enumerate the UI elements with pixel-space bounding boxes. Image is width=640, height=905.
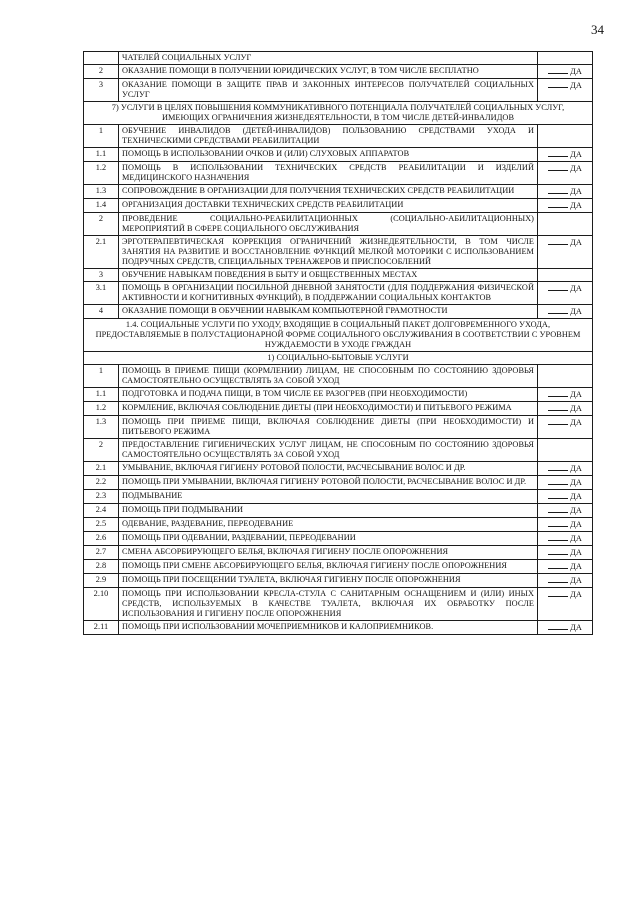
answer-blank-line [548, 477, 568, 485]
answer-yes-label: ДА [570, 548, 582, 557]
answer-cell [538, 462, 593, 476]
item-number: 1 [84, 365, 119, 388]
answer-blank-line [548, 237, 568, 245]
item-description: ОРГАНИЗАЦИЯ ДОСТАВКИ ТЕХНИЧЕСКИХ СРЕДСТВ РЕАБИЛИТАЦИИ [119, 199, 538, 213]
table-row [84, 236, 593, 269]
item-number: 4 [84, 305, 119, 319]
item-description: ОДЕВАНИЕ, РАЗДЕВАНИЕ, ПЕРЕОДЕВАНИЕ [119, 518, 538, 532]
table-row [84, 518, 593, 532]
answer-blank-line [548, 417, 568, 425]
answer-blank-line [548, 575, 568, 583]
item-description: ОБУЧЕНИЕ ИНВАЛИДОВ (ДЕТЕЙ-ИНВАЛИДОВ) ПОЛЬЗОВАНИЮ СРЕДСТВАМИ УХОДА И ТЕХНИЧЕСКИМИ СРЕДСТВАМИ РЕАБИЛИТАЦИИ [119, 125, 538, 148]
answer-cell [538, 162, 593, 185]
table-row [84, 504, 593, 518]
item-number: 2.6 [84, 532, 119, 546]
answer-cell [538, 476, 593, 490]
table-row [84, 52, 593, 65]
answer-yes-label: ДА [570, 284, 582, 293]
answer-blank-line [548, 163, 568, 171]
table-row [84, 125, 593, 148]
table-row [84, 560, 593, 574]
table-row [84, 269, 593, 282]
answer-cell [538, 185, 593, 199]
item-description: ПОМОЩЬ В ОРГАНИЗАЦИИ ПОСИЛЬНОЙ ДНЕВНОЙ ЗАНЯТОСТИ (ДЛЯ ПОДДЕРЖАНИЯ ФИЗИЧЕСКОЙ АКТИВНОСТИ И КОГНИТИВНЫХ ФУНКЦИЙ), В ПОДДЕРЖАНИИ СОЦИАЛЬНЫХ КОНТАКТОВ [119, 282, 538, 305]
item-description: ПОМОЩЬ ПРИ ПРИЕМЕ ПИЩИ, ВКЛЮЧАЯ СОБЛЮДЕНИЕ ДИЕТЫ (ПРИ НЕОБХОДИМОСТИ) И ПИТЬЕВОГО РЕЖИМА [119, 416, 538, 439]
answer-yes-label: ДА [570, 81, 582, 90]
answer-blank-line [548, 186, 568, 194]
item-number: 2.1 [84, 236, 119, 269]
item-description: ОКАЗАНИЕ ПОМОЩИ В ЗАЩИТЕ ПРАВ И ЗАКОННЫХ ИНТЕРЕСОВ ПОЛУЧАТЕЛЕЙ СОЦИАЛЬНЫХ УСЛУГ [119, 79, 538, 102]
answer-cell [538, 388, 593, 402]
section-title: 1) СОЦИАЛЬНО-БЫТОВЫЕ УСЛУГИ [84, 352, 593, 365]
item-number: 1.3 [84, 185, 119, 199]
table-row [84, 546, 593, 560]
answer-blank-line [548, 505, 568, 513]
answer-yes-label: ДА [570, 576, 582, 585]
answer-yes-label: ДА [570, 492, 582, 501]
item-number: 2.5 [84, 518, 119, 532]
table-row [84, 65, 593, 79]
answer-yes-label: ДА [570, 520, 582, 529]
answer-yes-label: ДА [570, 534, 582, 543]
item-number: 2.2 [84, 476, 119, 490]
table-row [84, 148, 593, 162]
item-description: СМЕНА АБСОРБИРУЮЩЕГО БЕЛЬЯ, ВКЛЮЧАЯ ГИГИЕНУ ПОСЛЕ ОПОРОЖНЕНИЯ [119, 546, 538, 560]
table-row [84, 416, 593, 439]
answer-yes-label: ДА [570, 307, 582, 316]
section-header-row [84, 102, 593, 125]
answer-cell [538, 621, 593, 635]
answer-cell [538, 305, 593, 319]
table-row [84, 621, 593, 635]
item-number: 2.3 [84, 490, 119, 504]
table-row [84, 574, 593, 588]
item-number: 1.4 [84, 199, 119, 213]
table-row [84, 402, 593, 416]
item-description: КОРМЛЕНИЕ, ВКЛЮЧАЯ СОБЛЮДЕНИЕ ДИЕТЫ (ПРИ НЕОБХОДИМОСТИ) И ПИТЬЕВОГО РЕЖИМА [119, 402, 538, 416]
answer-cell [538, 236, 593, 269]
answer-blank-line [548, 561, 568, 569]
section-title: 1.4. СОЦИАЛЬНЫЕ УСЛУГИ ПО УХОДУ, ВХОДЯЩИЕ В СОЦИАЛЬНЫЙ ПАКЕТ ДОЛГОВРЕМЕННОГО УХОДА, ПРЕДОСТАВЛЯЕМЫЕ В ПОЛУСТАЦИОНАРНОЙ ФОРМЕ СОЦИАЛЬНОГО ОБСЛУЖИВАНИЯ В СООТВЕТСТВИИ С УРОВНЕМ НУЖДАЕМОСТИ В УХОДЕ ГРАЖДАН [84, 319, 593, 352]
answer-yes-label: ДА [570, 150, 582, 159]
section-title: 7) УСЛУГИ В ЦЕЛЯХ ПОВЫШЕНИЯ КОММУНИКАТИВНОГО ПОТЕНЦИАЛА ПОЛУЧАТЕЛЕЙ СОЦИАЛЬНЫХ УСЛУГ, ИМЕЮЩИХ ОГРАНИЧЕНИЯ ЖИЗНЕДЕЯТЕЛЬНОСТИ, В ТОМ ЧИСЛЕ ДЕТЕЙ-ИНВАЛИДОВ [84, 102, 593, 125]
answer-blank-line [548, 403, 568, 411]
item-number: 3 [84, 79, 119, 102]
item-number: 3 [84, 269, 119, 282]
answer-yes-label: ДА [570, 201, 582, 210]
item-description: ПОМОЩЬ ПРИ УМЫВАНИИ, ВКЛЮЧАЯ ГИГИЕНУ РОТОВОЙ ПОЛОСТИ, РАСЧЕСЫВАНИЕ ВОЛОС И ДР. [119, 476, 538, 490]
answer-yes-label: ДА [570, 590, 582, 599]
answer-blank-line [548, 491, 568, 499]
item-description: ОКАЗАНИЕ ПОМОЩИ В ОБУЧЕНИИ НАВЫКАМ КОМПЬЮТЕРНОЙ ГРАМОТНОСТИ [119, 305, 538, 319]
page-number: 34 [591, 22, 604, 37]
item-description: ЭРГОТЕРАПЕВТИЧЕСКАЯ КОРРЕКЦИЯ ОГРАНИЧЕНИЙ ЖИЗНЕДЕЯТЕЛЬНОСТИ, В ТОМ ЧИСЛЕ ЗАНЯТИЯ НА РАЗВИТИЕ И ВОССТАНОВЛЕНИЕ ФУНКЦИЙ МЕЛКОЙ МОТОРИКИ С ИСПОЛЬЗОВАНИЕМ ПОДРУЧНЫХ СРЕДСТВ, СПЕЦИАЛЬНЫХ ТРЕНАЖЕРОВ И ПРИСПОСОБЛЕНИЙ [119, 236, 538, 269]
item-description: ПОДМЫВАНИЕ [119, 490, 538, 504]
answer-blank-line [548, 80, 568, 88]
item-number: 1 [84, 125, 119, 148]
answer-yes-label: ДА [570, 562, 582, 571]
item-description: ПОМОЩЬ ПРИ ПОСЕЩЕНИИ ТУАЛЕТА, ВКЛЮЧАЯ ГИГИЕНУ ПОСЛЕ ОПОРОЖНЕНИЯ [119, 574, 538, 588]
table-row [84, 462, 593, 476]
answer-blank-line [548, 622, 568, 630]
item-number: 2 [84, 65, 119, 79]
answer-blank-line [548, 149, 568, 157]
services-table [83, 51, 593, 635]
answer-blank-line [548, 389, 568, 397]
item-number: 2.9 [84, 574, 119, 588]
answer-cell [538, 439, 593, 462]
item-number: 2.11 [84, 621, 119, 635]
table-row [84, 365, 593, 388]
answer-yes-label: ДА [570, 478, 582, 487]
item-number: 1.1 [84, 388, 119, 402]
item-number: 1.2 [84, 402, 119, 416]
answer-yes-label: ДА [570, 418, 582, 427]
item-number: 3.1 [84, 282, 119, 305]
answer-cell [538, 546, 593, 560]
item-number: 1.1 [84, 148, 119, 162]
answer-cell [538, 490, 593, 504]
answer-cell [538, 365, 593, 388]
item-description: СОПРОВОЖДЕНИЕ В ОРГАНИЗАЦИИ ДЛЯ ПОЛУЧЕНИЯ ТЕХНИЧЕСКИХ СРЕДСТВ РЕАБИЛИТАЦИИ [119, 185, 538, 199]
item-description: ПОДГОТОВКА И ПОДАЧА ПИЩИ, В ТОМ ЧИСЛЕ ЕЕ РАЗОГРЕВ (ПРИ НЕОБХОДИМОСТИ) [119, 388, 538, 402]
answer-blank-line [548, 463, 568, 471]
answer-yes-label: ДА [570, 67, 582, 76]
item-description: ПОМОЩЬ ПРИ СМЕНЕ АБСОРБИРУЮЩЕГО БЕЛЬЯ, ВКЛЮЧАЯ ГИГИЕНУ ПОСЛЕ ОПОРОЖНЕНИЯ [119, 560, 538, 574]
item-number: 1.3 [84, 416, 119, 439]
item-description: ПОМОЩЬ В ИСПОЛЬЗОВАНИИ ОЧКОВ И (ИЛИ) СЛУХОВЫХ АППАРАТОВ [119, 148, 538, 162]
item-number: 2.10 [84, 588, 119, 621]
answer-blank-line [548, 306, 568, 314]
answer-cell [538, 574, 593, 588]
answer-cell [538, 282, 593, 305]
item-number: 2.7 [84, 546, 119, 560]
answer-cell [538, 52, 593, 65]
answer-cell [538, 79, 593, 102]
answer-cell [538, 588, 593, 621]
item-description: ОБУЧЕНИЕ НАВЫКАМ ПОВЕДЕНИЯ В БЫТУ И ОБЩЕСТВЕННЫХ МЕСТАХ [119, 269, 538, 282]
table-row [84, 162, 593, 185]
answer-yes-label: ДА [570, 506, 582, 515]
item-number: 1.2 [84, 162, 119, 185]
answer-cell [538, 125, 593, 148]
item-number: 2 [84, 439, 119, 462]
table-row [84, 588, 593, 621]
item-description: ПОМОЩЬ ПРИ ОДЕВАНИИ, РАЗДЕВАНИИ, ПЕРЕОДЕВАНИИ [119, 532, 538, 546]
answer-blank-line [548, 200, 568, 208]
answer-yes-label: ДА [570, 390, 582, 399]
item-description: УМЫВАНИЕ, ВКЛЮЧАЯ ГИГИЕНУ РОТОВОЙ ПОЛОСТИ, РАСЧЕСЫВАНИЕ ВОЛОС И ДР. [119, 462, 538, 476]
item-number: 2.8 [84, 560, 119, 574]
answer-yes-label: ДА [570, 187, 582, 196]
answer-cell [538, 199, 593, 213]
table-row [84, 439, 593, 462]
item-description: ПОМОЩЬ ПРИ ИСПОЛЬЗОВАНИИ КРЕСЛА-СТУЛА С САНИТАРНЫМ ОСНАЩЕНИЕМ И (ИЛИ) ИНЫХ СРЕДСТВ, ИСПОЛЬЗУЕМЫХ В КАЧЕСТВЕ ТУАЛЕТА, ВКЛЮЧАЯ ИХ ОБРАБОТКУ ПОСЛЕ ИСПОЛЬЗОВАНИЯ И ГИГИЕНУ ПОСЛЕ ОПОРОЖНЕНИЯ [119, 588, 538, 621]
answer-yes-label: ДА [570, 164, 582, 173]
answer-cell [538, 532, 593, 546]
item-description: ОКАЗАНИЕ ПОМОЩИ В ПОЛУЧЕНИИ ЮРИДИЧЕСКИХ УСЛУГ, В ТОМ ЧИСЛЕ БЕСПЛАТНО [119, 65, 538, 79]
table-row [84, 490, 593, 504]
answer-cell [538, 560, 593, 574]
table-row [84, 185, 593, 199]
answer-yes-label: ДА [570, 238, 582, 247]
answer-cell [538, 148, 593, 162]
answer-cell [538, 416, 593, 439]
table-row [84, 305, 593, 319]
answer-cell [538, 504, 593, 518]
item-description: ПОМОЩЬ ПРИ ИСПОЛЬЗОВАНИИ МОЧЕПРИЕМНИКОВ И КАЛОПРИЕМНИКОВ. [119, 621, 538, 635]
item-description: ПРОВЕДЕНИЕ СОЦИАЛЬНО-РЕАБИЛИТАЦИОННЫХ (СОЦИАЛЬНО-АБИЛИТАЦИОННЫХ) МЕРОПРИЯТИЙ В СФЕРЕ СОЦИАЛЬНОГО ОБСЛУЖИВАНИЯ [119, 213, 538, 236]
item-number [84, 52, 119, 65]
table-row [84, 282, 593, 305]
item-description: ЧАТЕЛЕЙ СОЦИАЛЬНЫХ УСЛУГ [119, 52, 538, 65]
table-row [84, 476, 593, 490]
answer-cell [538, 518, 593, 532]
answer-blank-line [548, 533, 568, 541]
table-row [84, 199, 593, 213]
section-header-row [84, 352, 593, 365]
section-header-row [84, 319, 593, 352]
answer-yes-label: ДА [570, 404, 582, 413]
item-number: 2 [84, 213, 119, 236]
item-description: ПОМОЩЬ В ПРИЕМЕ ПИЩИ (КОРМЛЕНИИ) ЛИЦАМ, НЕ СПОСОБНЫМ ПО СОСТОЯНИЮ ЗДОРОВЬЯ САМОСТОЯТЕЛЬНО ОСУЩЕСТВЛЯТЬ ЗА СОБОЙ УХОД [119, 365, 538, 388]
item-number: 2.4 [84, 504, 119, 518]
item-description: ПРЕДОСТАВЛЕНИЕ ГИГИЕНИЧЕСКИХ УСЛУГ ЛИЦАМ, НЕ СПОСОБНЫМ ПО СОСТОЯНИЮ ЗДОРОВЬЯ САМОСТОЯТЕЛЬНО ОСУЩЕСТВЛЯТЬ ЗА СОБОЙ УХОД [119, 439, 538, 462]
answer-yes-label: ДА [570, 464, 582, 473]
answer-cell [538, 65, 593, 79]
table-row [84, 79, 593, 102]
answer-blank-line [548, 283, 568, 291]
answer-cell [538, 402, 593, 416]
table-row [84, 532, 593, 546]
answer-blank-line [548, 519, 568, 527]
answer-cell [538, 213, 593, 236]
item-description: ПОМОЩЬ В ИСПОЛЬЗОВАНИИ ТЕХНИЧЕСКИХ СРЕДСТВ РЕАБИЛИТАЦИИ И ИЗДЕЛИЙ МЕДИЦИНСКОГО НАЗНАЧЕНИЯ [119, 162, 538, 185]
answer-cell [538, 269, 593, 282]
table-row [84, 213, 593, 236]
answer-blank-line [548, 547, 568, 555]
answer-blank-line [548, 589, 568, 597]
answer-yes-label: ДА [570, 623, 582, 632]
answer-blank-line [548, 66, 568, 74]
item-number: 2.1 [84, 462, 119, 476]
table-row [84, 388, 593, 402]
item-description: ПОМОЩЬ ПРИ ПОДМЫВАНИИ [119, 504, 538, 518]
